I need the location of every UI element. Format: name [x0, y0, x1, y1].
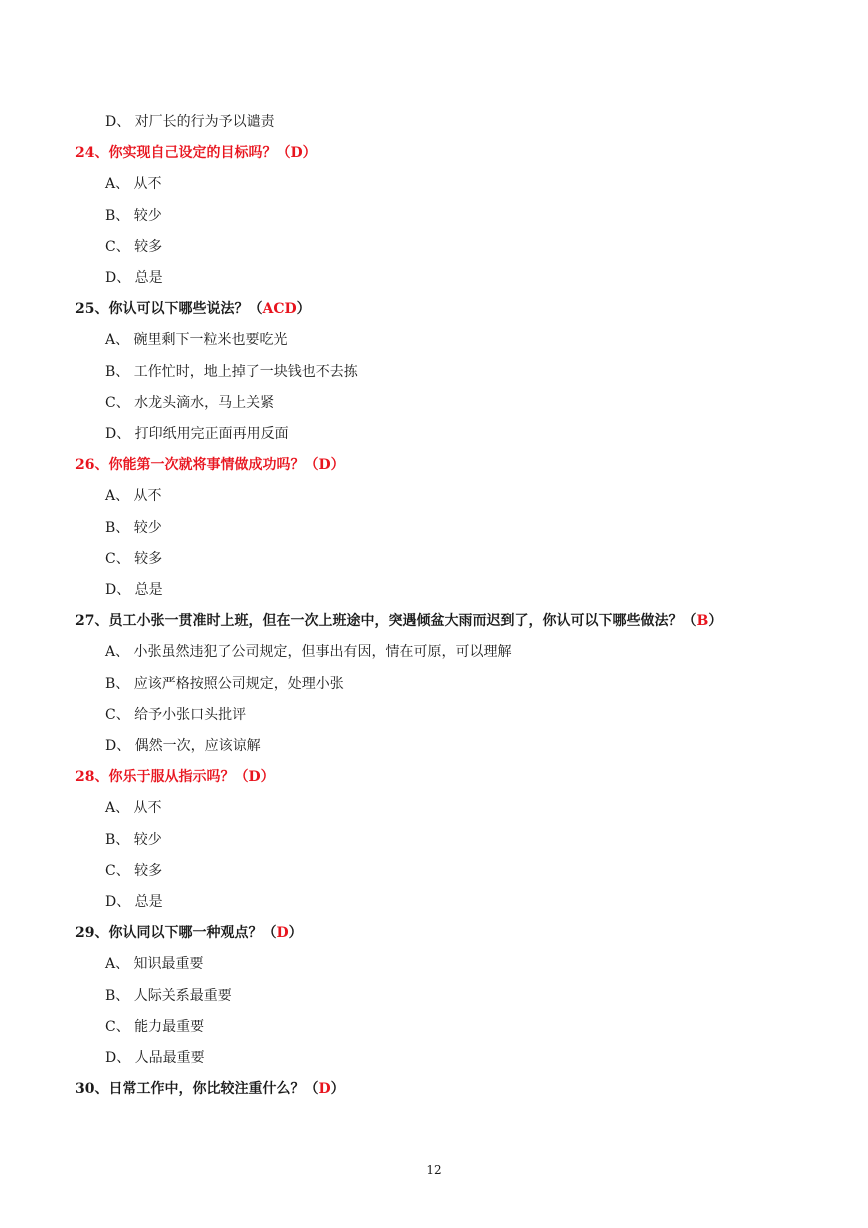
option-line — [105, 360, 358, 384]
question-text: 29、你认同以下哪一种观点？（ — [75, 925, 277, 942]
option-line — [105, 516, 162, 540]
option-text: A、 从不 — [105, 800, 162, 817]
closing-bracket: ） — [288, 925, 303, 942]
question-line — [75, 297, 311, 321]
option-text: C、 给予小张口头批评 — [105, 706, 247, 723]
question-line — [75, 141, 317, 165]
answer-key: D — [276, 925, 289, 942]
question-text: 27、员工小张一贯准时上班，但在一次上班途中，突遇倾盆大雨而迟到了，你认可以下哪些做法？（ — [75, 613, 697, 630]
option-text: C、 能力最重要 — [105, 1018, 205, 1035]
option-line — [105, 703, 246, 727]
option-text: C、 较多 — [105, 550, 163, 567]
option-line — [105, 422, 289, 446]
question-line — [75, 609, 722, 633]
question-text: 26、你能第一次就将事情做成功吗？（D） — [75, 457, 345, 474]
option-text: B、 人际关系最重要 — [105, 987, 232, 1004]
option-text: C、 水龙头滴水，马上关紧 — [105, 394, 275, 411]
option-text: D、 总是 — [105, 582, 163, 598]
question-line — [75, 765, 275, 789]
option-line — [105, 1046, 205, 1070]
option-line — [105, 984, 232, 1008]
option-line — [105, 640, 512, 664]
option-text: A、 知识最重要 — [105, 956, 204, 973]
answer-key: D — [318, 1081, 331, 1098]
page-number: 12 — [426, 1163, 442, 1177]
option-text: D、 总是 — [105, 894, 163, 910]
option-text: C、 较多 — [105, 238, 163, 255]
closing-bracket: ） — [296, 301, 311, 318]
question-text: 28、你乐于服从指示吗？（D） — [75, 769, 275, 786]
option-line — [105, 172, 162, 196]
option-text: B、 较少 — [105, 519, 162, 536]
option-line — [105, 391, 274, 415]
option-line — [105, 890, 163, 914]
option-text: D、 总是 — [105, 270, 163, 286]
question-text: 25、你认可以下哪些说法？（ — [75, 301, 263, 318]
option-text: A、 从不 — [105, 176, 162, 193]
option-line — [105, 235, 162, 259]
option-line — [105, 1015, 204, 1039]
option-line — [105, 578, 163, 602]
option-line — [105, 484, 162, 508]
option-line — [105, 734, 261, 758]
option-text: B、 较少 — [105, 831, 162, 848]
option-text: A、 碗里剩下一粒米也要吃光 — [105, 332, 288, 349]
option-line — [105, 204, 162, 228]
option-text: A、 小张虽然违犯了公司规定，但事出有因，情在可原，可以理解 — [105, 644, 512, 661]
option-line — [105, 328, 288, 352]
option-line — [105, 672, 344, 696]
option-line — [105, 796, 162, 820]
option-text: D、 偶然一次，应该谅解 — [105, 738, 261, 754]
option-text: B、 应该严格按照公司规定，处理小张 — [105, 675, 344, 692]
closing-bracket: ） — [330, 1081, 345, 1098]
option-line — [105, 859, 162, 883]
option-text: D、 对厂长的行为予以谴责 — [105, 114, 275, 130]
question-line — [75, 921, 303, 945]
option-text: D、 人品最重要 — [105, 1050, 205, 1066]
question-text: 30、日常工作中，你比较注重什么？（ — [75, 1081, 319, 1098]
option-text: B、 工作忙时，地上掉了一块钱也不去拣 — [105, 363, 358, 380]
option-text: C、 较多 — [105, 862, 163, 879]
answer-key: ACD — [262, 301, 297, 318]
option-text: A、 从不 — [105, 488, 162, 505]
answer-key: B — [696, 613, 709, 630]
question-line — [75, 453, 345, 477]
option-line — [105, 952, 204, 976]
option-line — [105, 266, 163, 290]
option-line — [105, 110, 275, 134]
option-line — [105, 828, 162, 852]
option-line — [105, 547, 162, 571]
question-line — [75, 1077, 345, 1101]
closing-bracket: ） — [708, 613, 723, 630]
question-text: 24、你实现自己设定的目标吗？（D） — [75, 145, 317, 162]
option-text: B、 较少 — [105, 207, 162, 224]
option-text: D、 打印纸用完正面再用反面 — [105, 426, 289, 442]
